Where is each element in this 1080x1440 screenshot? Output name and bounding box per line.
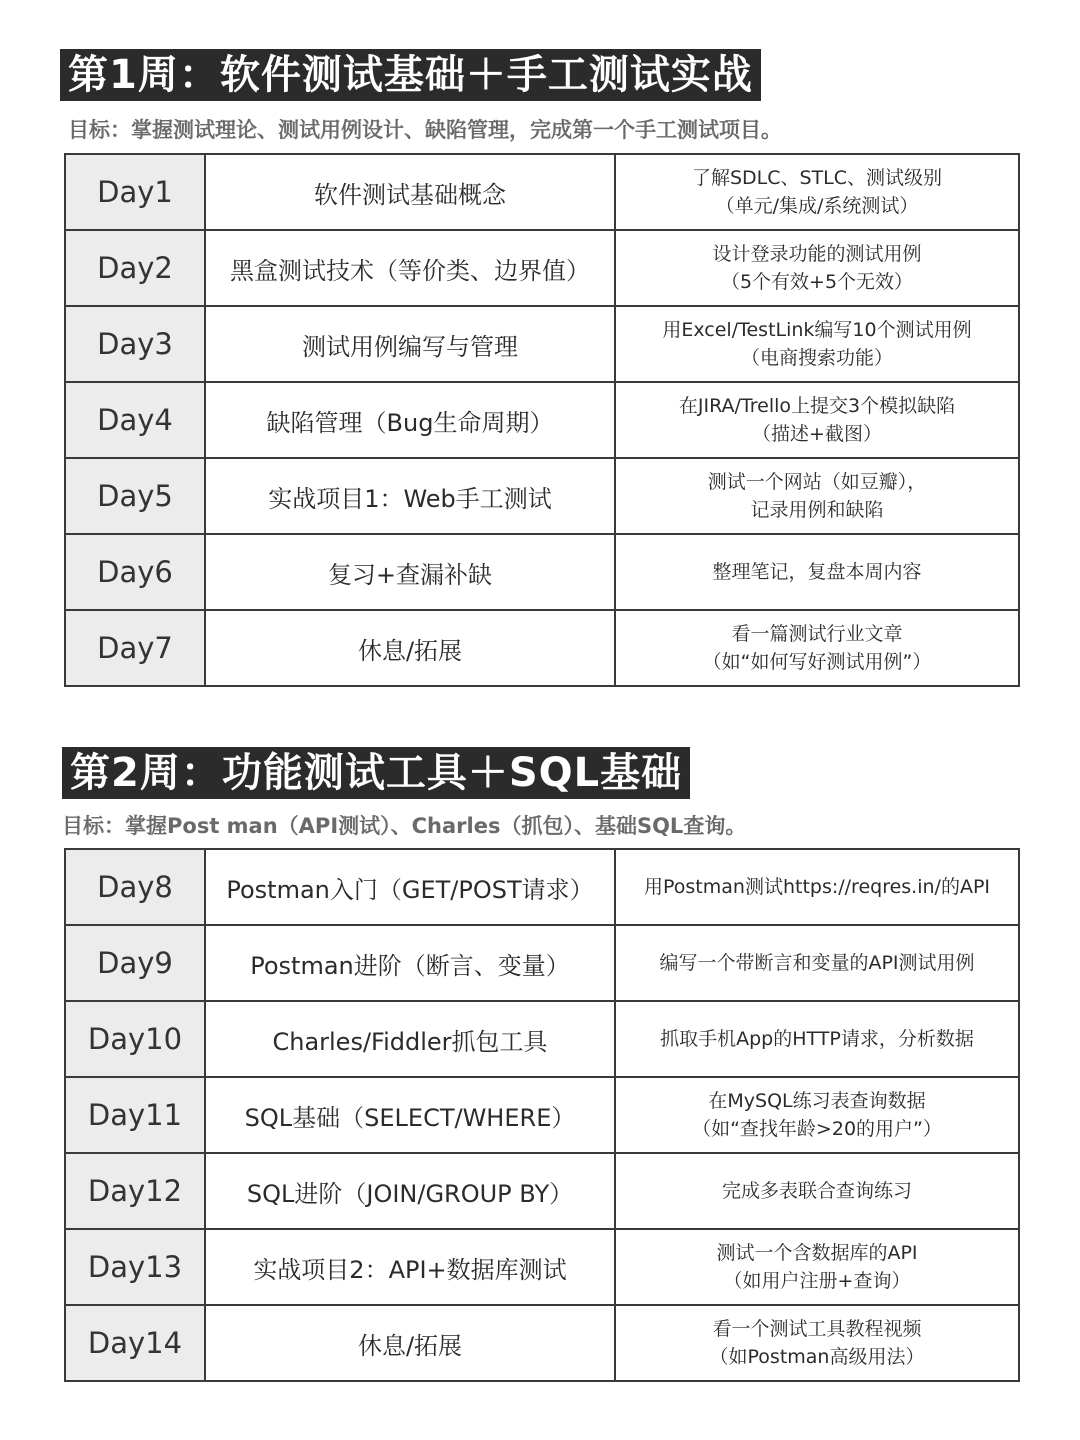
week2-table <box>64 848 1020 1382</box>
day-cell: Day2 <box>65 230 205 306</box>
task-line: 看一个测试工具教程视频 <box>712 1318 922 1340</box>
topic-cell: 休息/拓展 <box>205 610 615 686</box>
task-line: （如“如何写好测试用例”） <box>702 651 932 673</box>
task-line: 整理笔记，复盘本周内容 <box>712 561 922 583</box>
task-line: 测试一个网站（如豆瓣）， <box>707 471 927 493</box>
task-cell <box>615 306 1019 382</box>
topic-cell: 测试用例编写与管理 <box>205 306 615 382</box>
table-row <box>65 534 1019 610</box>
topic-cell: 复习+查漏补缺 <box>205 534 615 610</box>
task-line: 在JIRA/Trello上提交3个模拟缺陷 <box>678 395 956 417</box>
table-row <box>65 925 1019 1001</box>
task-cell <box>615 154 1019 230</box>
day-cell: Day13 <box>65 1229 205 1305</box>
task-cell <box>615 849 1019 925</box>
week2-goal: 目标：掌握Post man（API测试）、Charles（抓包）、基础SQL查询。 <box>62 814 747 838</box>
day-cell: Day11 <box>65 1077 205 1153</box>
task-line: 看一篇测试行业文章 <box>731 623 903 645</box>
topic-cell: 实战项目2：API+数据库测试 <box>205 1229 615 1305</box>
table-row <box>65 1153 1019 1229</box>
day-cell: Day5 <box>65 458 205 534</box>
day-cell: Day10 <box>65 1001 205 1077</box>
task-cell <box>615 1229 1019 1305</box>
task-line: 抓取手机App的HTTP请求，分析数据 <box>660 1028 974 1050</box>
task-cell <box>615 458 1019 534</box>
table-row <box>65 382 1019 458</box>
week1-table <box>64 153 1020 687</box>
topic-cell: 实战项目1：Web手工测试 <box>205 458 615 534</box>
task-cell <box>615 925 1019 1001</box>
task-line: （如用户注册+查询） <box>723 1270 911 1292</box>
day-cell: Day12 <box>65 1153 205 1229</box>
topic-cell: Postman入门（GET/POST请求） <box>205 849 615 925</box>
task-line: 设计登录功能的测试用例 <box>712 243 922 265</box>
task-line: 记录用例和缺陷 <box>750 499 884 521</box>
day-cell: Day7 <box>65 610 205 686</box>
day-cell: Day3 <box>65 306 205 382</box>
task-line: 用Postman测试https://reqres.in/的API <box>644 876 990 898</box>
table-row <box>65 1077 1019 1153</box>
day-cell: Day14 <box>65 1305 205 1381</box>
week1-goal: 目标：掌握测试理论、测试用例设计、缺陷管理，完成第一个手工测试项目。 <box>68 118 782 142</box>
task-cell <box>615 1077 1019 1153</box>
week1-title: 第1周：软件测试基础＋手工测试实战 <box>60 49 761 101</box>
topic-cell: 缺陷管理（Bug生命周期） <box>205 382 615 458</box>
topic-cell: SQL基础（SELECT/WHERE） <box>205 1077 615 1153</box>
table-row <box>65 1229 1019 1305</box>
task-line: （单元/集成/系统测试） <box>715 195 919 217</box>
task-line: （如Postman高级用法） <box>709 1346 925 1368</box>
day-cell: Day9 <box>65 925 205 1001</box>
task-cell <box>615 1305 1019 1381</box>
topic-cell: 休息/拓展 <box>205 1305 615 1381</box>
task-cell <box>615 230 1019 306</box>
day-cell: Day6 <box>65 534 205 610</box>
topic-cell: Postman进阶（断言、变量） <box>205 925 615 1001</box>
table-row <box>65 154 1019 230</box>
task-line: （5个有效+5个无效） <box>720 271 914 293</box>
task-cell <box>615 382 1019 458</box>
task-line: 完成多表联合查询练习 <box>721 1180 912 1202</box>
table-row <box>65 1001 1019 1077</box>
task-cell <box>615 1153 1019 1229</box>
day-cell: Day4 <box>65 382 205 458</box>
task-line: 编写一个带断言和变量的API测试用例 <box>659 952 975 974</box>
week2-title: 第2周：功能测试工具＋SQL基础 <box>62 747 690 799</box>
task-line: （如“查找年龄>20的用户”） <box>692 1118 942 1140</box>
task-line: （电商搜索功能） <box>740 347 893 369</box>
topic-cell: 软件测试基础概念 <box>205 154 615 230</box>
table-row <box>65 230 1019 306</box>
table-row <box>65 849 1019 925</box>
task-cell <box>615 610 1019 686</box>
task-line: 用Excel/TestLink编写10个测试用例 <box>662 319 972 341</box>
task-cell <box>615 1001 1019 1077</box>
task-line: 在MySQL练习表查询数据 <box>708 1090 926 1112</box>
task-line: 了解SDLC、STLC、测试级别 <box>691 167 943 189</box>
table-row <box>65 610 1019 686</box>
topic-cell: 黑盒测试技术（等价类、边界值） <box>205 230 615 306</box>
topic-cell: SQL进阶（JOIN/GROUP BY） <box>205 1153 615 1229</box>
table-row <box>65 306 1019 382</box>
table-row <box>65 1305 1019 1381</box>
task-line: 测试一个含数据库的API <box>716 1242 918 1264</box>
task-line: （描述+截图） <box>752 423 882 445</box>
topic-cell: Charles/Fiddler抓包工具 <box>205 1001 615 1077</box>
task-cell <box>615 534 1019 610</box>
day-cell: Day1 <box>65 154 205 230</box>
day-cell: Day8 <box>65 849 205 925</box>
table-row <box>65 458 1019 534</box>
